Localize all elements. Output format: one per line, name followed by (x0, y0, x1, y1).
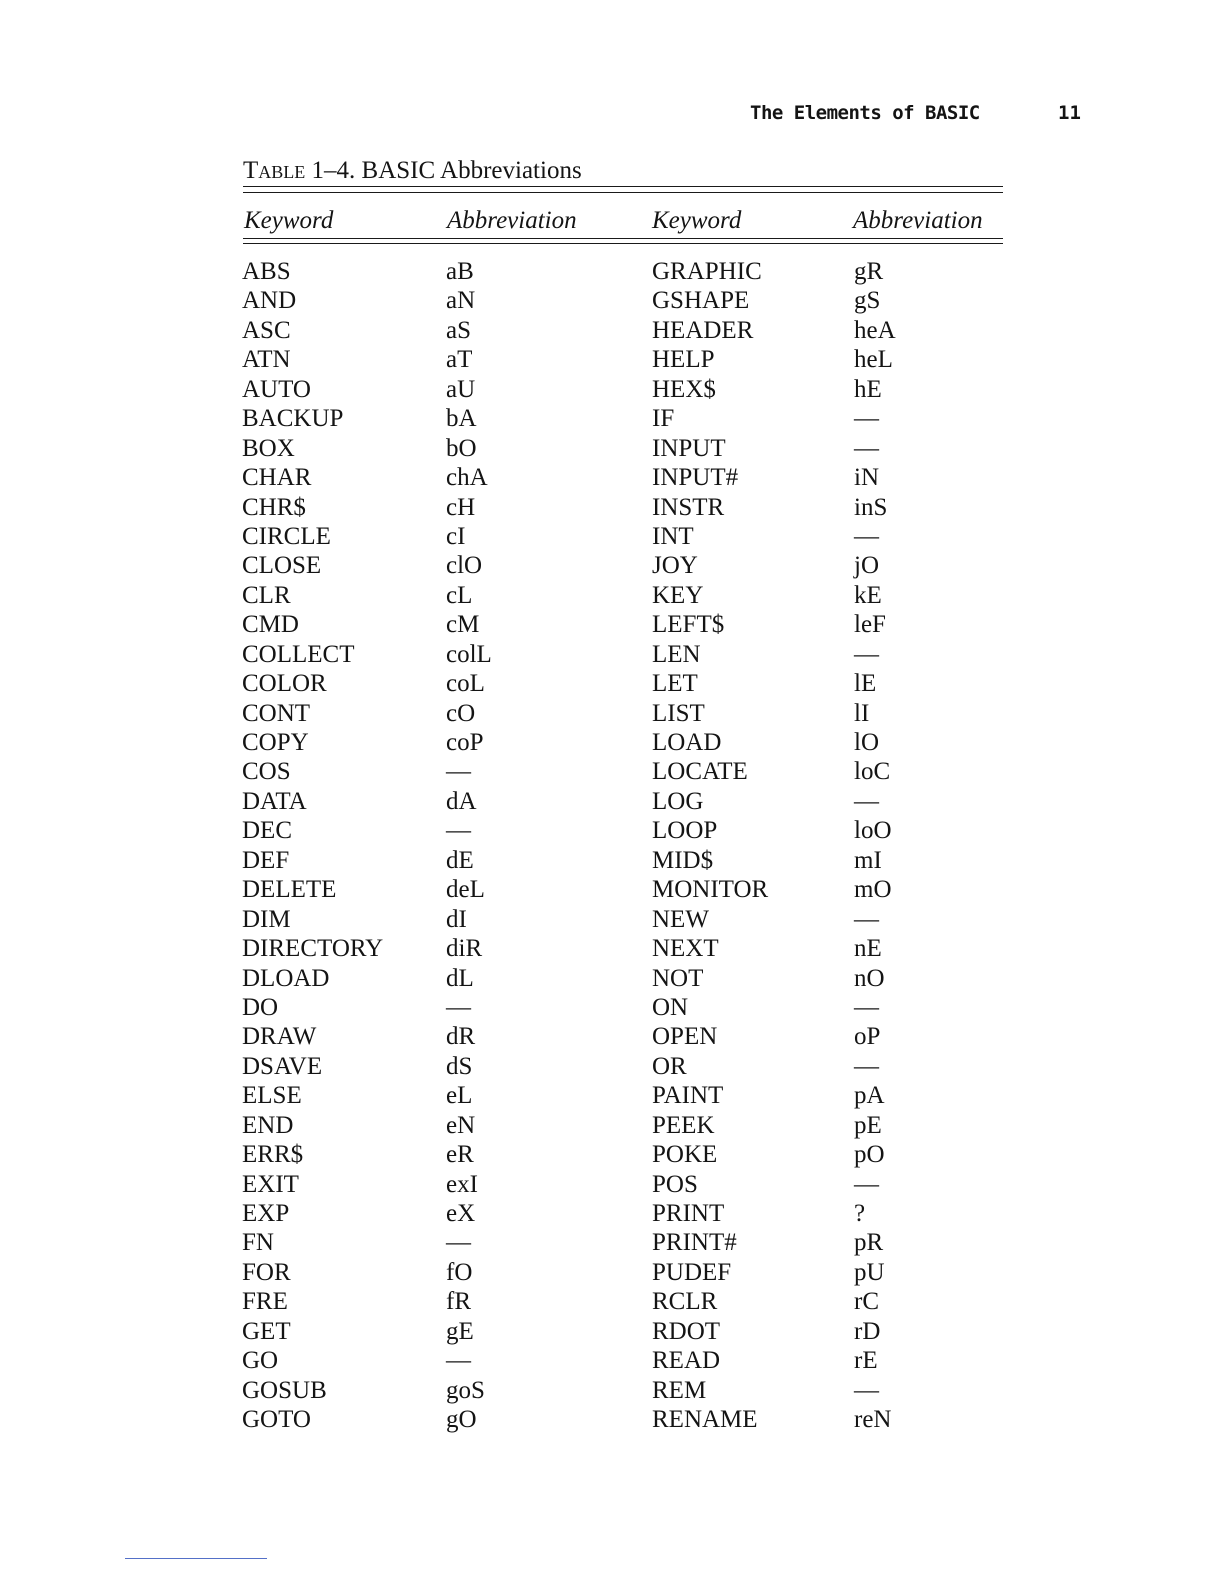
abbreviation-cell: — (446, 817, 471, 845)
keyword-cell: GET (242, 1317, 291, 1345)
abbreviation-cell: mI (854, 846, 882, 874)
table-top-rule-inner (243, 192, 1003, 193)
keyword-cell: BOX (242, 434, 295, 462)
table-row (0, 404, 1224, 433)
keyword-cell: ABS (242, 258, 291, 285)
table-row (0, 1081, 1224, 1110)
abbreviation-cell: inS (854, 493, 888, 521)
abbreviation-cell: heA (854, 316, 896, 344)
table-row (0, 1258, 1224, 1287)
keyword-cell: END (242, 1111, 294, 1139)
abbreviation-cell: — (854, 1376, 879, 1404)
table-row (0, 1052, 1224, 1081)
column-header-keyword-left: Keyword (244, 207, 334, 234)
abbreviation-cell: coL (446, 670, 485, 698)
table-row (0, 1170, 1224, 1199)
table-row (0, 1111, 1224, 1140)
abbreviation-cell: jO (854, 552, 879, 580)
abbreviation-cell: fR (446, 1288, 471, 1316)
abbreviation-cell: eN (446, 1111, 476, 1139)
keyword-cell: INPUT (652, 434, 726, 462)
abbreviation-cell: cI (446, 522, 466, 550)
abbreviation-cell: gO (446, 1406, 477, 1434)
abbreviation-cell: oP (854, 1023, 881, 1051)
abbreviation-cell: ? (854, 1200, 866, 1227)
table-row (0, 316, 1224, 345)
table-row (0, 699, 1224, 728)
table-row (0, 964, 1224, 993)
abbreviation-cell: exI (446, 1170, 478, 1198)
keyword-cell: LEFT$ (652, 611, 725, 639)
keyword-cell: LOAD (652, 729, 722, 756)
abbreviation-cell: rE (854, 1347, 878, 1375)
table-caption (243, 157, 582, 185)
table-caption-title: BASIC Abbreviations (361, 157, 582, 184)
abbreviation-cell: diR (446, 935, 483, 963)
table-row (0, 1376, 1224, 1405)
table-row (0, 728, 1224, 757)
keyword-cell: NEXT (652, 935, 719, 963)
keyword-cell: BACKUP (242, 405, 344, 433)
keyword-cell: FRE (242, 1288, 288, 1316)
table-row (0, 1405, 1224, 1434)
abbreviation-cell: lI (854, 699, 870, 727)
keyword-cell: AND (242, 287, 297, 315)
keyword-cell: GRAPHIC (652, 258, 762, 285)
abbreviation-cell: cL (446, 581, 473, 609)
keyword-cell: GOSUB (242, 1376, 327, 1404)
abbreviation-cell: pO (854, 1141, 885, 1169)
keyword-cell: KEY (652, 581, 704, 609)
keyword-cell: DELETE (242, 876, 337, 904)
abbreviation-cell: dA (446, 787, 477, 815)
abbreviation-cell: — (854, 1052, 879, 1080)
table-row (0, 1199, 1224, 1228)
abbreviation-cell: aN (446, 287, 476, 315)
table-row (0, 345, 1224, 374)
keyword-cell: LOOP (652, 817, 718, 845)
abbreviation-cell: — (854, 405, 879, 433)
abbreviation-cell: nE (854, 935, 882, 963)
keyword-cell: IF (652, 405, 675, 433)
abbreviation-cell: pU (854, 1258, 885, 1286)
abbreviation-cell: chA (446, 464, 488, 492)
table-row (0, 610, 1224, 639)
table-row (0, 522, 1224, 551)
keyword-cell: LOCATE (652, 758, 748, 786)
keyword-cell: DLOAD (242, 964, 330, 992)
abbreviation-cell: — (446, 1229, 471, 1257)
keyword-cell: INPUT# (652, 464, 739, 492)
keyword-cell: DSAVE (242, 1052, 323, 1080)
table-row (0, 1287, 1224, 1316)
abbreviation-cell: aB (446, 258, 474, 285)
keyword-cell: COLOR (242, 670, 327, 698)
table-row (0, 993, 1224, 1022)
keyword-cell: GO (242, 1347, 279, 1375)
table-row (0, 581, 1224, 610)
keyword-cell: RCLR (652, 1288, 718, 1316)
column-header-abbreviation-right: Abbreviation (853, 207, 983, 234)
table-row (0, 1140, 1224, 1169)
keyword-cell: COLLECT (242, 640, 355, 668)
keyword-cell: GOTO (242, 1406, 311, 1434)
abbreviation-cell: aT (446, 346, 473, 374)
abbreviation-cell: — (854, 993, 879, 1021)
abbreviation-cell: lE (854, 670, 877, 698)
abbreviation-cell: cH (446, 493, 476, 521)
keyword-cell: POS (652, 1170, 698, 1198)
abbreviation-cell: reN (854, 1406, 892, 1434)
keyword-cell: INSTR (652, 493, 725, 521)
abbreviation-cell: dL (446, 964, 474, 992)
keyword-cell: GSHAPE (652, 287, 750, 315)
column-header-abbreviation-left: Abbreviation (447, 207, 577, 234)
abbreviation-cell: dR (446, 1023, 476, 1051)
abbreviation-cell: goS (446, 1376, 485, 1404)
abbreviation-cell: heL (854, 346, 893, 374)
abbreviation-cell: lO (854, 729, 879, 756)
footer-line (125, 1558, 267, 1559)
keyword-cell: INT (652, 522, 694, 550)
column-header-keyword-right: Keyword (652, 207, 742, 234)
abbreviation-cell: fO (446, 1258, 473, 1286)
abbreviation-cell: cM (446, 611, 480, 639)
abbreviation-cell: — (446, 993, 471, 1021)
table-row (0, 1317, 1224, 1346)
keyword-cell: NOT (652, 964, 704, 992)
abbreviation-cell: — (854, 522, 879, 550)
abbreviation-cell: eX (446, 1200, 476, 1227)
keyword-cell: ATN (242, 346, 291, 374)
keyword-cell: JOY (652, 552, 698, 580)
abbreviation-cell: leF (854, 611, 886, 639)
abbreviation-cell: dS (446, 1052, 473, 1080)
keyword-cell: LET (652, 670, 698, 698)
abbreviation-cell: — (854, 640, 879, 668)
keyword-cell: LEN (652, 640, 701, 668)
keyword-cell: PUDEF (652, 1258, 732, 1286)
table-row (0, 375, 1224, 404)
keyword-cell: ON (652, 993, 689, 1021)
keyword-cell: DIM (242, 905, 291, 933)
keyword-cell: CHR$ (242, 493, 306, 521)
table-row (0, 286, 1224, 315)
table-row (0, 757, 1224, 786)
table-row (0, 640, 1224, 669)
keyword-cell: ASC (242, 316, 291, 344)
table-row (0, 463, 1224, 492)
keyword-cell: COPY (242, 729, 309, 756)
abbreviation-cell: eL (446, 1082, 473, 1110)
keyword-cell: HELP (652, 346, 715, 374)
abbreviation-cell: — (854, 434, 879, 462)
keyword-cell: AUTO (242, 375, 311, 403)
keyword-cell: DEC (242, 817, 292, 845)
header-bottom-rule (243, 238, 1003, 239)
table-row (0, 551, 1224, 580)
table-row (0, 1346, 1224, 1375)
keyword-cell: ELSE (242, 1082, 302, 1110)
page-number: 11 (1058, 102, 1081, 124)
table-row (0, 669, 1224, 698)
abbreviation-cell: colL (446, 640, 492, 668)
abbreviation-cell: gS (854, 287, 881, 315)
table-row (0, 875, 1224, 904)
abbreviation-cell: gR (854, 258, 884, 285)
abbreviation-cell: rD (854, 1317, 881, 1345)
keyword-cell: RENAME (652, 1406, 758, 1434)
abbreviation-cell: — (854, 905, 879, 933)
table-caption-label: Table 1–4. (243, 157, 356, 184)
keyword-cell: NEW (652, 905, 709, 933)
keyword-cell: PEEK (652, 1111, 715, 1139)
abbreviation-cell: pA (854, 1082, 885, 1110)
running-head-title: The Elements of BASIC (750, 102, 980, 124)
abbreviation-cell: cO (446, 699, 476, 727)
abbreviation-cell: kE (854, 581, 882, 609)
keyword-cell: RDOT (652, 1317, 721, 1345)
keyword-cell: MID$ (652, 846, 714, 874)
keyword-cell: CLOSE (242, 552, 322, 580)
abbreviation-cell: pR (854, 1229, 884, 1257)
keyword-cell: PRINT# (652, 1229, 737, 1257)
abbreviation-cell: dE (446, 846, 474, 874)
table-row (0, 816, 1224, 845)
abbreviation-cell: eR (446, 1141, 474, 1169)
keyword-cell: FOR (242, 1258, 291, 1286)
keyword-cell: ERR$ (242, 1141, 304, 1169)
abbreviation-cell: — (854, 1170, 879, 1198)
abbreviation-cell: aS (446, 316, 471, 344)
table-row (0, 257, 1224, 286)
keyword-cell: CONT (242, 699, 311, 727)
keyword-cell: LOG (652, 787, 704, 815)
keyword-cell: DO (242, 993, 279, 1021)
abbreviation-cell: aU (446, 375, 476, 403)
keyword-cell: CLR (242, 581, 291, 609)
keyword-cell: POKE (652, 1141, 718, 1169)
abbreviation-cell: coP (446, 729, 484, 756)
keyword-cell: CIRCLE (242, 522, 331, 550)
abbreviation-cell: bO (446, 434, 477, 462)
keyword-cell: EXP (242, 1200, 290, 1227)
abbreviation-table-body (0, 257, 1224, 1435)
keyword-cell: MONITOR (652, 876, 769, 904)
abbreviation-cell: deL (446, 876, 485, 904)
keyword-cell: DRAW (242, 1023, 317, 1051)
keyword-cell: DIRECTORY (242, 935, 384, 963)
abbreviation-cell: — (854, 787, 879, 815)
abbreviation-cell: loC (854, 758, 891, 786)
keyword-cell: LIST (652, 699, 705, 727)
keyword-cell: EXIT (242, 1170, 299, 1198)
keyword-cell: PAINT (652, 1082, 724, 1110)
abbreviation-cell: pE (854, 1111, 882, 1139)
table-row (0, 905, 1224, 934)
keyword-cell: PRINT (652, 1200, 725, 1227)
table-row (0, 1228, 1224, 1257)
abbreviation-cell: nO (854, 964, 885, 992)
abbreviation-cell: — (446, 758, 471, 786)
table-row (0, 846, 1224, 875)
table-row (0, 934, 1224, 963)
keyword-cell: REM (652, 1376, 707, 1404)
abbreviation-cell: loO (854, 817, 892, 845)
abbreviation-cell: — (446, 1347, 471, 1375)
abbreviation-cell: iN (854, 464, 879, 492)
table-row (0, 787, 1224, 816)
abbreviation-cell: gE (446, 1317, 474, 1345)
table-top-rule (243, 186, 1003, 187)
abbreviation-cell: mO (854, 876, 892, 904)
abbreviation-cell: clO (446, 552, 483, 580)
header-bottom-rule-inner (243, 243, 1003, 244)
keyword-cell: OPEN (652, 1023, 718, 1051)
keyword-cell: FN (242, 1229, 274, 1257)
table-row (0, 493, 1224, 522)
keyword-cell: HEADER (652, 316, 754, 344)
abbreviation-cell: bA (446, 405, 477, 433)
keyword-cell: OR (652, 1052, 687, 1080)
keyword-cell: CHAR (242, 464, 312, 492)
table-row (0, 434, 1224, 463)
keyword-cell: CMD (242, 611, 299, 639)
keyword-cell: HEX$ (652, 375, 716, 403)
keyword-cell: COS (242, 758, 291, 786)
abbreviation-cell: dI (446, 905, 467, 933)
abbreviation-cell: rC (854, 1288, 879, 1316)
abbreviation-cell: hE (854, 375, 882, 403)
keyword-cell: READ (652, 1347, 721, 1375)
keyword-cell: DEF (242, 846, 290, 874)
keyword-cell: DATA (242, 787, 307, 815)
table-row (0, 1022, 1224, 1051)
